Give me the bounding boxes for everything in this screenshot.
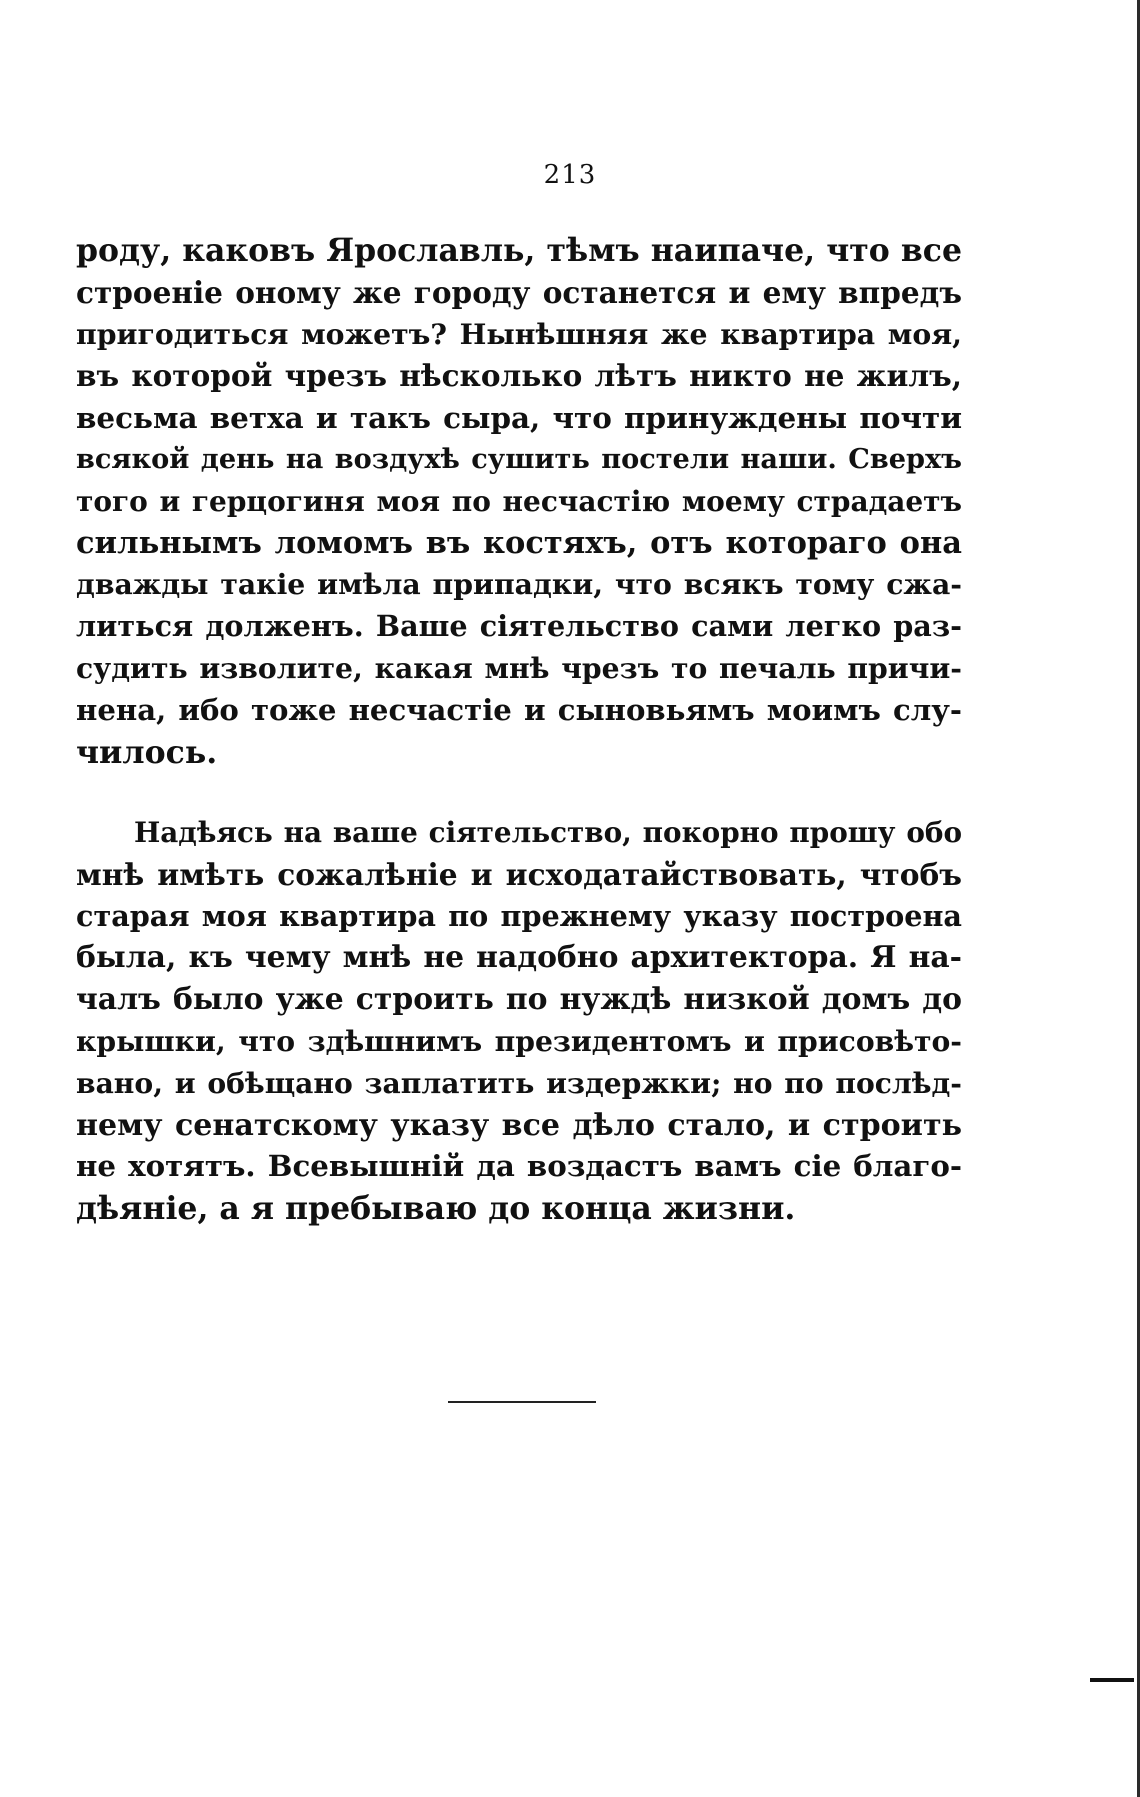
text-line: Надѣясь на ваше сіятельство, покорно прошу обо	[134, 816, 962, 849]
text-line: вано, и обѣщано заплатить издержки; но по послѣд-	[76, 1066, 962, 1100]
text-line: того и герцогиня моя по несчастію моему страдаетъ	[76, 484, 962, 518]
text-line: строеніе оному же городу останется и ему впредъ	[76, 274, 962, 310]
text-line: сильнымъ ломомъ въ костяхъ, отъ котораго она	[76, 524, 962, 561]
text-line: дѣяніе, а я пребываю до конца жизни.	[76, 1190, 796, 1228]
text-line: не хотятъ. Всевышній да воздастъ вамъ сіе благо-	[76, 1149, 962, 1184]
text-line: была, къ чему мнѣ не надобно архитектора. Я на-	[76, 940, 962, 976]
text-line: всякой день на воздухѣ сушить постели наши. Сверхъ	[76, 442, 962, 475]
paragraph-2	[76, 812, 962, 1230]
text-line: дважды такіе имѣла припадки, что всякъ тому сжа-	[76, 567, 962, 602]
text-line: судить изволите, какая мнѣ чрезъ то печаль причи-	[76, 651, 962, 685]
text-line: старая моя квартира по прежнему указу построена	[76, 898, 962, 933]
text-line: литься долженъ. Ваше сіятельство сами легко раз-	[76, 609, 962, 644]
text-line: весьма ветха и такъ сыра, что принуждены почти	[76, 400, 962, 436]
text-line: крышки, что здѣшнимъ президентомъ и присовѣто-	[76, 1024, 962, 1058]
text-line: мнѣ имѣть сожалѣніе и исходатайствовать, чтобъ	[76, 856, 962, 892]
text-line: роду, каковъ Ярославль, тѣмъ наипаче, что все	[76, 232, 962, 269]
text-line: чилось.	[76, 733, 218, 771]
page-number: 213	[543, 160, 597, 190]
scan-edge-mark	[1090, 1678, 1134, 1682]
end-rule	[448, 1401, 596, 1403]
text-line: нему сенатскому указу все дѣло стало, и строить	[76, 1107, 962, 1143]
text-line: нена, ибо тоже несчастіе и сыновьямъ моимъ слу-	[76, 692, 962, 727]
text-line: пригодиться можетъ? Нынѣшняя же квартира моя,	[76, 316, 962, 351]
paragraph-1	[76, 230, 962, 773]
text-line: чалъ было уже строить по нуждѣ низкой домъ до	[76, 982, 962, 1018]
text-line: въ которой чрезъ нѣсколько лѣтъ никто не жилъ,	[76, 358, 962, 394]
